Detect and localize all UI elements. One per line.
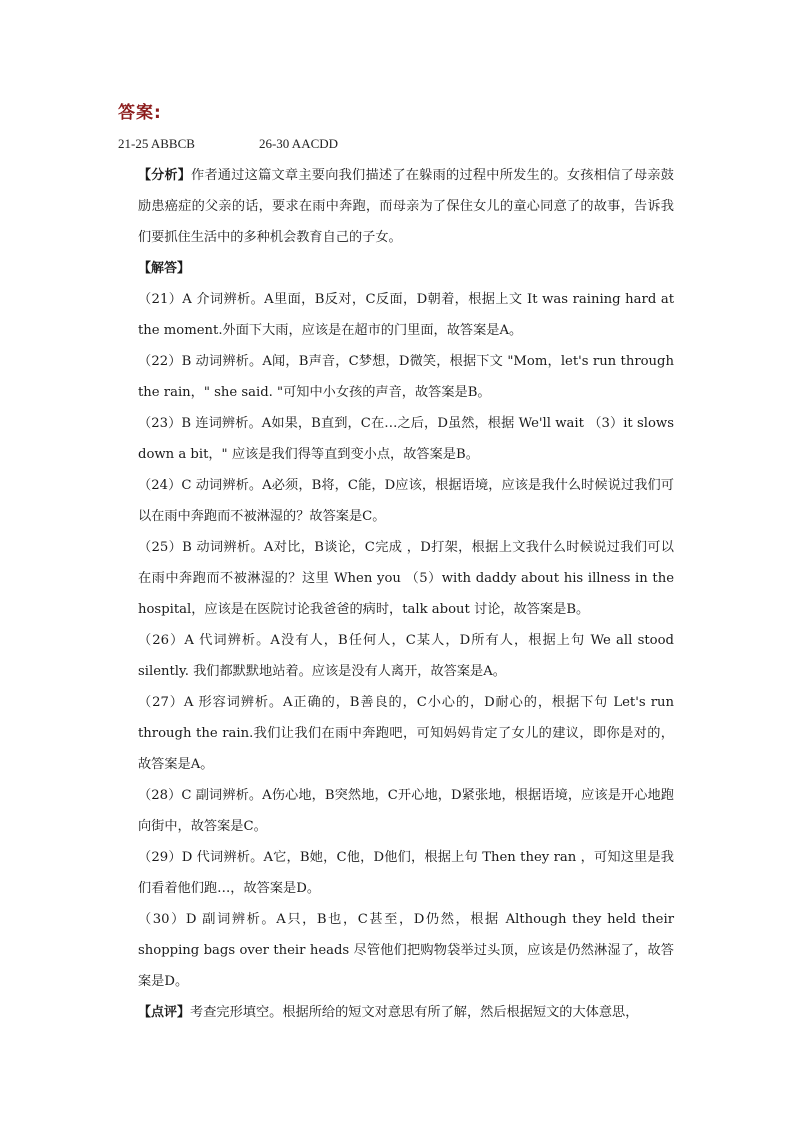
solution-item-29: （29）D 代词辨析。A它，B她，C他，D他们，根据上句 Then they ran ，可知这里是我们看着他们跑…，故答案是D。: [138, 850, 674, 896]
explanation-body: [138, 160, 674, 1028]
solution-item-27: （27）A 形容词辨析。A正确的，B善良的，C小心的，D耐心的，根据下句 Let's run through the rain.我们让我们在雨中奔跑吧，可知妈妈肯定了女儿的建议，即你是对的，故答案是A。: [138, 695, 674, 772]
answer-key-26-30: 26-30 AACDD: [258, 136, 339, 151]
solution-item-30: （30）D 副词辨析。A只，B也，C甚至，D仍然，根据 Although they held their shopping bags over their heads 尽管他们把购物袋举过头顶，应该是仍然淋湿了，故答案是D。: [138, 912, 674, 989]
answer-key-row: [118, 136, 338, 152]
comment-text: 考查完形填空。根据所给的短文对意思有所了解，然后根据短文的大体意思，: [190, 1005, 639, 1020]
comment-paragraph: [138, 997, 674, 1028]
analysis-paragraph: [138, 160, 674, 253]
solution-item-26: （26）A 代词辨析。A没有人，B任何人，C某人，D所有人，根据上句 We all stood silently. 我们都默默地站着。应该是没有人离开，故答案是A。: [138, 633, 674, 679]
analysis-text: 作者通过这篇文章主要向我们描述了在躲雨的过程中所发生的。女孩相信了母亲鼓励患癌症的父亲的话，要求在雨中奔跑，而母亲为了保住女儿的童心同意了的故事，告诉我们要抓住生活中的多种机会教育自己的子女。: [138, 168, 674, 245]
solution-item-28: （28）C 副词辨析。A伤心地，B突然地，C开心地，D紧张地，根据语境，应该是开心地跑向街中，故答案是C。: [138, 788, 674, 834]
solution-item-23: （23）B 连词辨析。A如果，B直到，C在…之后，D虽然，根据 We'll wait （3）it slows down a bit，" 应该是我们得等直到变小点，故答案是B。: [138, 416, 674, 462]
answer-key-21-25: 21-25 ABBCB: [118, 136, 195, 151]
analysis-tag: 【分析】: [138, 168, 191, 183]
comment-tag: 【点评】: [138, 1005, 191, 1020]
solution-tag: 【解答】: [138, 261, 191, 276]
solution-item-24: （24）C 动词辨析。A必须，B将，C能，D应该，根据语境，应该是我什么时候说过我们可以在雨中奔跑而不被淋湿的？故答案是C。: [138, 478, 674, 524]
solution-item-21: （21）A 介词辨析。A里面，B反对，C反面，D朝着，根据上文 It was raining hard at the moment.外面下大雨，应该是在超市的门里面，故答案是A。: [138, 292, 674, 338]
solution-heading: [138, 253, 674, 284]
solution-item-25: （25）B 动词辨析。A对比，B谈论，C完成 ，D打架，根据上文我什么时候说过我们可以在雨中奔跑而不被淋湿的？这里 When you （5）with daddy about his illness in the hospital，应该是在医院讨论我爸爸的病时，talk about 讨论，故答案是B。: [138, 540, 674, 617]
answer-title: 答案:: [118, 103, 162, 123]
solution-item-22: （22）B 动词辨析。A闻，B声音，C梦想，D微笑，根据下文 "Mom，let's run through the rain，" she said. "可知中小女孩的声音，故答案是B。: [138, 354, 674, 400]
